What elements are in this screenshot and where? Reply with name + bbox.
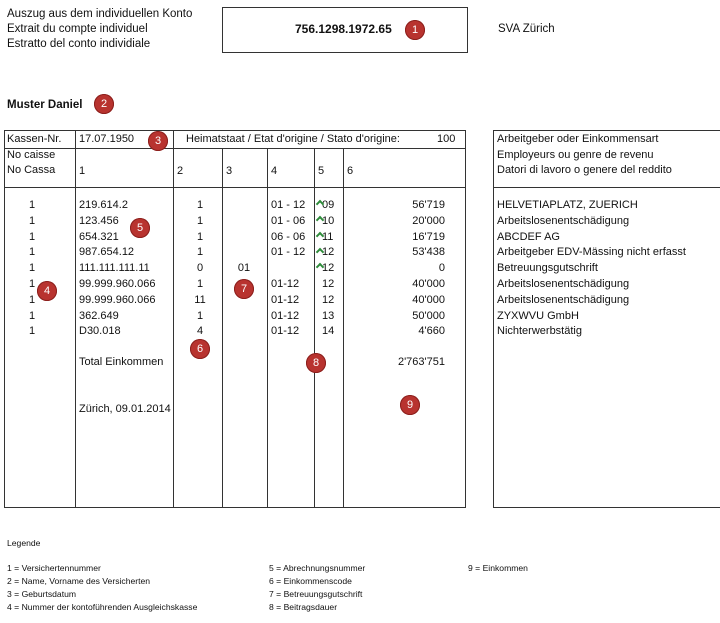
title-line-fr: Extrait du compte individuel	[7, 23, 148, 35]
table-cell: 12	[322, 246, 335, 259]
legend-title: Legende	[7, 538, 41, 548]
table-cell: 11	[194, 293, 206, 306]
table-cell: 14	[322, 325, 335, 338]
col-kasse	[20, 198, 44, 340]
col-periode	[271, 198, 313, 340]
table-cell: 53'438	[412, 246, 445, 259]
col-arbeitgeber	[497, 198, 719, 340]
table-cell: 1	[28, 230, 36, 243]
table-cell: Arbeitgeber EDV-Mässing nicht erfasst	[497, 246, 686, 259]
table-cell	[232, 245, 256, 261]
table-cell: Arbeitslosenentschädigung	[497, 293, 630, 306]
table-cell: 12	[322, 262, 335, 275]
table-cell: 362.649	[79, 309, 119, 322]
table-cell: HELVETIAPLATZ, ZUERICH	[497, 199, 638, 211]
col-code	[188, 198, 212, 340]
table-cell: 987.654.12	[79, 246, 135, 259]
table-cell	[232, 309, 256, 325]
table-cell: 56'719	[412, 199, 445, 211]
insured-name: Muster Daniel	[7, 99, 83, 111]
table-cell: 1	[196, 277, 204, 290]
total-value: 2'763'751	[397, 356, 445, 368]
table-cell: ABCDEF AG	[497, 230, 560, 243]
table-cell: 1	[196, 214, 204, 227]
table-cell: 12	[322, 293, 335, 306]
badge-8: 8	[306, 353, 326, 373]
table-cell: 01 - 06	[271, 214, 306, 227]
table-cell	[232, 324, 256, 340]
table-cell: 4'660	[418, 325, 445, 338]
table-cell	[271, 261, 313, 277]
table-cell: 11	[322, 230, 334, 243]
badge-4: 4	[37, 281, 57, 301]
table-cell: D30.018	[79, 325, 121, 338]
employer-header: Arbeitgeber oder Einkommensart Employeurs ou genre de revenu Datori di lavoro o genere del reddito	[497, 133, 672, 176]
table-cell: 1	[28, 309, 36, 322]
table-cell: 111.111.111.11	[79, 262, 150, 275]
table-cell: 1	[28, 199, 36, 211]
table-cell: Arbeitslosenentschädigung	[497, 214, 630, 227]
table-cell	[232, 198, 256, 214]
place-date: Zürich, 09.01.2014	[79, 403, 171, 415]
badge-7: 7	[234, 279, 254, 299]
table-cell: 50'000	[412, 309, 445, 322]
table-cell: 219.614.2	[79, 199, 128, 211]
table-cell: 01-12	[271, 293, 300, 306]
table-cell: 01	[237, 262, 251, 275]
legend-col-2: 5 = Abrechnungsnummer 6 = Einkommenscode 7 = Betreuungsgutschrift 8 = Beitragsdauer	[269, 563, 366, 612]
office-name: SVA Zürich	[498, 23, 555, 35]
table-cell	[232, 214, 256, 230]
origin-label: Heimatstaat / Etat d'origine / Stato d'origine:	[186, 133, 400, 145]
table-cell: 09	[322, 199, 335, 211]
table-cell: 1	[28, 262, 36, 275]
title-block	[7, 7, 192, 52]
table-cell: Nichterwerbstätig	[497, 325, 582, 338]
table-cell: 1	[196, 309, 204, 322]
table-cell: 10	[322, 214, 335, 227]
badge-5: 5	[130, 218, 150, 238]
title-line-it: Estratto del conto individiale	[7, 38, 151, 50]
kassen-label: Kassen-Nr. No caisse No Cassa	[7, 133, 62, 176]
table-cell: 123.456	[79, 214, 119, 227]
table-cell: 01-12	[271, 309, 300, 322]
badge-9: 9	[400, 395, 420, 415]
table-cell: 1	[28, 246, 36, 259]
legend-col-1: 1 = Versichertennummer 2 = Name, Vorname des Versicherten 3 = Geburtsdatum 4 = Nummer der kontoführenden Ausgleichskasse	[7, 563, 198, 612]
table-cell: 99.999.960.066	[79, 293, 156, 306]
table-cell: 654.321	[79, 230, 119, 243]
table-cell: 13	[322, 309, 335, 322]
table-cell: 0	[438, 262, 445, 275]
col-number-6: 6	[347, 165, 354, 177]
table-cell: ZYXWVU GmbH	[497, 309, 579, 322]
table-cell: 01 - 12	[271, 246, 306, 259]
ahv-number-box	[222, 7, 468, 53]
table-cell: 01-12	[271, 277, 300, 290]
table-cell: 1	[196, 199, 204, 211]
origin-value: 100	[437, 133, 456, 145]
table-cell: 16'719	[412, 230, 445, 243]
col-number-5: 5	[318, 165, 325, 177]
badge-1: 1	[405, 20, 425, 40]
total-label: Total Einkommen	[79, 356, 164, 368]
col-gutschrift	[232, 198, 256, 340]
table-cell: 4	[196, 325, 204, 338]
legend-col-3: 9 = Einkommen	[468, 563, 528, 573]
table-cell: 99.999.960.066	[79, 277, 156, 290]
table-cell: 06 - 06	[271, 230, 306, 243]
badge-3: 3	[148, 131, 168, 151]
badge-6: 6	[190, 339, 210, 359]
table-cell: 1	[196, 230, 204, 243]
table-cell: 0	[196, 262, 204, 275]
table-cell: 20'000	[412, 214, 445, 227]
title-line-de: Auszug aus dem individuellen Konto	[7, 8, 193, 20]
col-number-2: 2	[177, 165, 184, 177]
table-cell: Arbeitslosenentschädigung	[497, 277, 630, 290]
table-cell: 1	[28, 293, 36, 306]
table-cell: 40'000	[412, 293, 445, 306]
col-abrechnung	[79, 198, 171, 340]
table-cell: 40'000	[412, 277, 445, 290]
table-cell: Betreuungsgutschrift	[497, 262, 598, 275]
badge-2: 2	[94, 94, 114, 114]
table-cell: 1	[196, 246, 204, 259]
ahv-number: 756.1298.1972.65	[295, 22, 392, 36]
table-cell: 01 - 12	[271, 199, 306, 211]
col-einkommen	[380, 198, 445, 340]
col-jahr	[322, 198, 342, 340]
table-cell: 1	[28, 277, 36, 290]
birth-date: 17.07.1950	[79, 133, 135, 145]
table-cell: 1	[28, 214, 36, 227]
table-cell: 12	[322, 277, 335, 290]
col-number-4: 4	[271, 165, 278, 177]
col-number-1: 1	[79, 165, 86, 177]
col-number-3: 3	[226, 165, 233, 177]
table-cell: 01-12	[271, 325, 300, 338]
table-cell	[232, 230, 256, 246]
table-cell: 1	[28, 325, 36, 338]
